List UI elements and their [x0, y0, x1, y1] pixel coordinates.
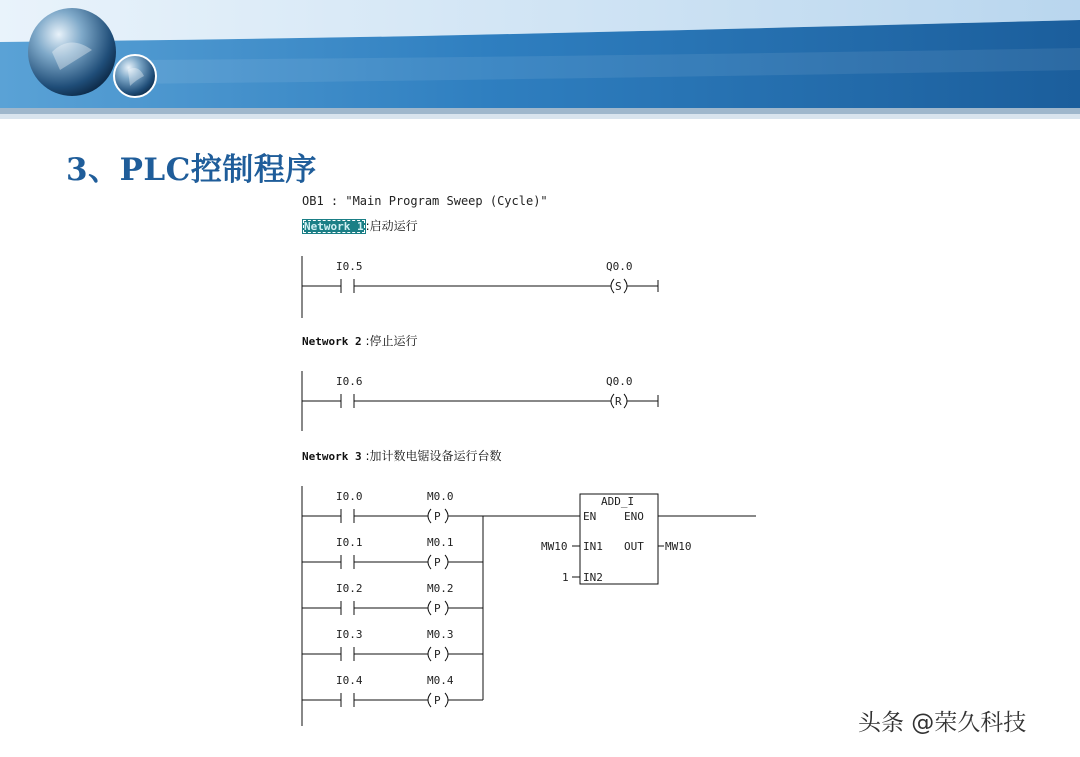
n3-edge-0: P [434, 510, 441, 523]
n2-contact-label: I0.6 [336, 375, 363, 388]
add-box-in2-operand: 1 [562, 571, 569, 584]
add-box-in1-operand: MW10 [541, 540, 568, 553]
network-3-name[interactable]: Network 3 [302, 450, 362, 463]
n1-coil-label: Q0.0 [606, 260, 633, 273]
n3-marker-3: M0.3 [427, 628, 454, 641]
network-2-name[interactable]: Network 2 [302, 335, 362, 348]
n3-marker-0: M0.0 [427, 490, 454, 503]
n3-contact-3: I0.3 [336, 628, 363, 641]
add-box-in1: IN1 [583, 540, 603, 553]
n3-edge-4: P [434, 694, 441, 707]
network-3-comment: 加计数电锯设备运行台数 [369, 449, 502, 463]
add-box-title: ADD_I [601, 495, 635, 508]
n3-edge-1: P [434, 556, 441, 569]
add-box-eno: ENO [624, 510, 644, 523]
network-2-comment: 停止运行 [369, 334, 418, 348]
n2-coil-type: R [615, 395, 622, 408]
network-2-colon: : [365, 334, 370, 348]
n3-contact-4: I0.4 [336, 674, 363, 687]
n3-marker-2: M0.2 [427, 582, 454, 595]
n3-marker-4: M0.4 [427, 674, 454, 687]
add-box-out: OUT [624, 540, 644, 553]
n3-edge-2: P [434, 602, 441, 615]
n3-contact-1: I0.1 [336, 536, 363, 549]
n3-edge-3: P [434, 648, 441, 661]
ob-header: OB1 : "Main Program Sweep (Cycle)" [302, 194, 548, 208]
n3-marker-1: M0.1 [427, 536, 454, 549]
add-box-out-operand: MW10 [665, 540, 692, 553]
n1-coil-type: S [615, 280, 622, 293]
n3-contact-2: I0.2 [336, 582, 363, 595]
watermark: 头条 @荣久科技 [858, 710, 1027, 736]
n1-contact-label: I0.5 [336, 260, 363, 273]
network-1-colon: : [365, 219, 370, 233]
add-box-in2: IN2 [583, 571, 603, 584]
add-box-en: EN [583, 510, 597, 523]
network-1-name[interactable]: Network 1 [304, 220, 364, 233]
n3-contact-0: I0.0 [336, 490, 363, 503]
slide-title: 3、PLC控制程序 [66, 152, 317, 188]
n2-coil-label: Q0.0 [606, 375, 633, 388]
network-1-comment: 启动运行 [369, 219, 418, 233]
network-3-colon: : [365, 449, 370, 463]
